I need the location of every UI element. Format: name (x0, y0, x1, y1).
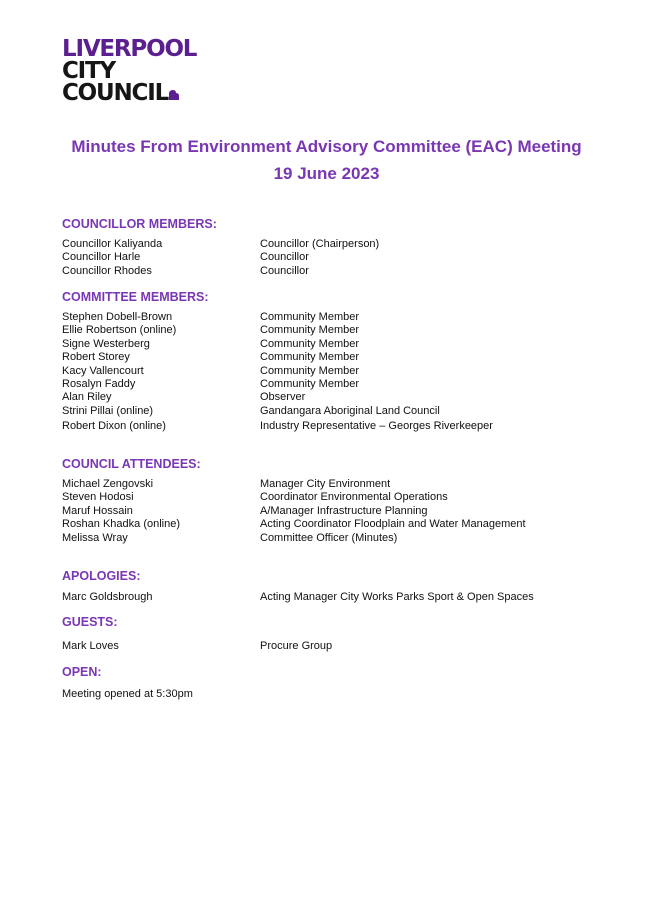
attendee-row (62, 505, 622, 518)
attendee-role: Community Member (260, 311, 360, 323)
attendee-name: Melissa Wray (62, 531, 128, 544)
attendee-name: Roshan Khadka (online) (62, 518, 181, 531)
attendee-row (62, 491, 622, 504)
open-section (62, 665, 622, 701)
attendee-row (62, 324, 622, 337)
attendee-name: Rosalyn Faddy (62, 378, 136, 391)
attendee-role: Observer (260, 391, 306, 404)
attendee-role: Coordinator Environmental Operations (260, 491, 448, 504)
attendee-name: Signe Westerberg (62, 337, 150, 350)
attendee-role: Community Member (260, 364, 360, 377)
council-logo (62, 38, 196, 104)
attendee-name: Mark Loves (62, 640, 119, 652)
attendee-row (62, 338, 622, 351)
councillor-members-section (62, 217, 622, 278)
attendee-role: Councillor (260, 264, 309, 277)
heart-icon (169, 90, 179, 100)
attendee-row (62, 391, 622, 404)
attendee-role: Committee Officer (Minutes) (260, 531, 398, 544)
section-heading: COMMITTEE MEMBERS: (62, 290, 209, 304)
attendee-role: Procure Group (260, 640, 333, 652)
attendee-name: Robert Storey (62, 351, 130, 364)
attendee-role: Community Member (260, 351, 360, 364)
document-title: Minutes From Environment Advisory Committee (EAC) Meeting (71, 137, 582, 156)
attendee-row (62, 378, 622, 391)
attendee-row (62, 238, 622, 251)
section-heading: APOLOGIES: (62, 569, 141, 583)
attendee-role: Gandangara Aboriginal Land Council (260, 404, 440, 417)
attendee-role: Manager City Environment (260, 478, 391, 490)
attendee-role: Industry Representative – Georges Riverkeeper (260, 420, 493, 433)
attendee-row (62, 351, 622, 364)
attendee-row (62, 311, 622, 324)
attendee-name: Councillor Rhodes (62, 264, 152, 277)
attendee-name: Marc Goldsbrough (62, 591, 153, 603)
meeting-date: 19 June 2023 (273, 164, 380, 183)
meeting-open-text: Meeting opened at 5:30pm (62, 688, 193, 700)
attendee-name: Robert Dixon (online) (62, 420, 166, 433)
logo-line-1: LIVERPOOL (62, 36, 197, 62)
attendee-name: Maruf Hossain (62, 504, 133, 517)
attendee-name: Michael Zengovski (62, 478, 154, 490)
attendee-row (62, 265, 622, 278)
apologies-section (62, 569, 622, 604)
attendee-row (62, 365, 622, 378)
section-heading: OPEN: (62, 665, 102, 679)
attendee-row (62, 591, 622, 604)
attendee-role: Acting Manager City Works Parks Sport & Open Spaces (260, 591, 534, 603)
logo-line-2: CITY (62, 58, 115, 84)
guests-section (62, 615, 622, 653)
section-heading: COUNCIL ATTENDEES: (62, 457, 201, 471)
attendee-role: Community Member (260, 378, 360, 391)
attendee-name: Alan Riley (62, 391, 112, 404)
attendee-row (62, 640, 622, 653)
attendee-row (62, 532, 622, 545)
attendee-row (62, 518, 622, 531)
attendee-name: Councillor Kaliyanda (62, 238, 163, 250)
committee-members-section (62, 290, 622, 434)
logo-line-3 (62, 82, 196, 104)
attendee-row (62, 478, 622, 491)
attendee-role: Community Member (260, 324, 360, 337)
attendee-role: A/Manager Infrastructure Planning (260, 504, 428, 517)
section-heading: GUESTS: (62, 615, 118, 629)
attendee-name: Councillor Harle (62, 251, 141, 264)
attendee-role: Councillor (Chairperson) (260, 238, 380, 250)
attendee-name: Ellie Robertson (online) (62, 324, 177, 337)
attendee-role: Councillor (260, 251, 309, 264)
attendee-role: Acting Coordinator Floodplain and Water Management (260, 518, 526, 531)
attendee-name: Stephen Dobell-Brown (62, 311, 173, 323)
section-heading: COUNCILLOR MEMBERS: (62, 217, 217, 231)
attendee-row (62, 251, 622, 264)
attendee-row (62, 405, 622, 418)
attendee-role: Community Member (260, 337, 360, 350)
attendee-name: Strini Pillai (online) (62, 404, 154, 417)
council-attendees-section (62, 457, 622, 545)
attendee-name: Steven Hodosi (62, 491, 134, 504)
attendee-name: Kacy Vallencourt (62, 364, 144, 377)
attendee-row (62, 420, 622, 433)
logo-line-3-text: COUNCIL (62, 80, 169, 106)
